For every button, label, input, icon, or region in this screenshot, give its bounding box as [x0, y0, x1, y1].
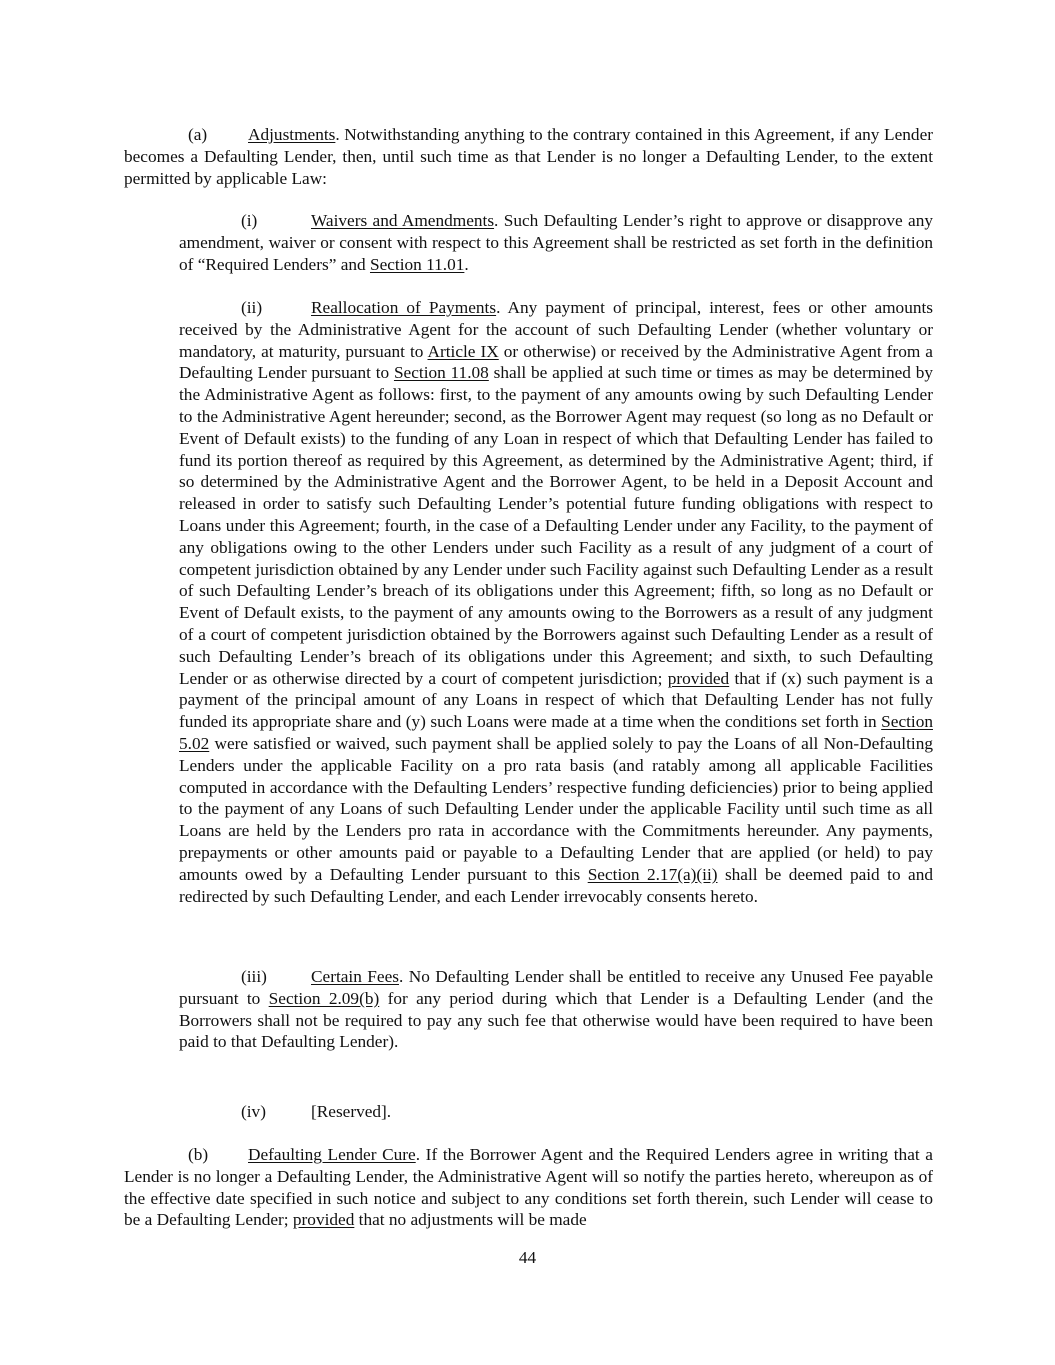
paragraph-text: or otherwise) or received by the Administrative Agent from a Defaulting Lender pursuant to: [179, 341, 933, 383]
paragraph-text: that no adjustments will be made: [354, 1210, 587, 1230]
cross-reference: Section 2.17(a)(ii): [587, 864, 718, 884]
paragraph-label: (iii): [241, 967, 267, 986]
cross-reference: Article IX: [427, 341, 499, 361]
cross-reference: Section 11.01: [369, 254, 465, 274]
paragraph-heading: Adjustments: [248, 125, 336, 144]
paragraph-heading: Certain Fees: [311, 967, 399, 986]
paragraph-label: (iv): [241, 1102, 266, 1121]
paragraph-text: for any period during which that Lender is a Defaulting Lender (and the Borrowers shall not be required to pay any such fee that otherwise would have been required to have been paid to that Defaulting Lender).: [179, 988, 933, 1052]
cross-reference: provided: [667, 668, 730, 688]
paragraph-a-iii: [179, 966, 933, 1053]
paragraph-text: .: [464, 254, 469, 274]
paragraph-label: (i): [241, 211, 258, 230]
paragraph-a-i: [179, 210, 933, 275]
paragraph-text: . If the Borrower Agent and the Required Lenders agree in writing that a Lender is no longer a Defaulting Lender, the Administrative Agent will so notify the parties hereto, whereupon as of the effective date specified in such notice and subject to any conditions set forth therein, such Lender will cease to be a Defaulting Lender;: [124, 1145, 933, 1230]
paragraph-text: were satisfied or waived, such payment shall be applied solely to pay the Loans of all Non-Defaulting Lenders under the applicable Facility on a pro rata basis (and ratably among all applicable Facilities computed in accordance with the Defaulting Lenders’ respective funding deficiencies) prior to being applied to the payment of any Loans of such Defaulting Lender under the applicable Facility until such time as all Loans are held by the Lenders pro rata in accordance with the Commitments hereunder. Any payments, prepayments or other amounts paid or payable to a Defaulting Lender that are applied (or held) to pay amounts owed by a Defaulting Lender pursuant to this: [179, 733, 933, 884]
paragraph-text: . Any payment of principal, interest, fees or other amounts received by the Administrative Agent for the account of such Defaulting Lender (whether voluntary or mandatory, at maturity, pursuant to: [179, 298, 934, 361]
cross-reference: Section 2.09(b): [268, 988, 380, 1008]
paragraph-a: [124, 124, 933, 189]
paragraph-text: . No Defaulting Lender shall be entitled to receive any Unused Fee payable pursuant to: [179, 967, 933, 1008]
paragraph-b: [124, 1144, 933, 1231]
paragraph-a-iv: [179, 1101, 933, 1123]
paragraph-text: [Reserved].: [311, 1102, 392, 1121]
paragraph-a-ii: [179, 297, 933, 907]
paragraph-text: that if (x) such payment is a payment of the principal amount of any Loans in respect of which that Defaulting Lender has not fully funded its appropriate share and (y) such Loans were made at a time when the conditions set forth in: [179, 668, 933, 732]
cross-reference: provided: [292, 1210, 355, 1230]
paragraph-heading: Waivers and Amendments: [311, 211, 495, 230]
cross-reference: Section 5.02: [179, 712, 933, 753]
paragraph-heading: Reallocation of Payments: [311, 298, 497, 317]
paragraph-text: shall be deemed paid to and redirected by such Defaulting Lender, and each Lender irrevocably consents hereto.: [179, 864, 933, 906]
cross-reference: Section 11.08: [393, 363, 489, 383]
paragraph-label: (b): [188, 1145, 209, 1164]
paragraph-text: . Such Defaulting Lender’s right to approve or disapprove any amendment, waiver or consent with respect to this Agreement shall be restricted as set forth in the definition of “Required Lenders” and: [179, 211, 933, 274]
paragraph-text: . Notwithstanding anything to the contrary contained in this Agreement, if any Lender becomes a Defaulting Lender, then, until such time as that Lender is no longer a Defaulting Lender, to the extent permitted by applicable Law:: [124, 125, 933, 188]
paragraph-heading: Defaulting Lender Cure: [248, 1145, 416, 1164]
paragraph-text: shall be applied at such time or times as may be determined by the Administrative Agent as follows: first, to the payment of any amounts owing by such Defaulting Lender to the Administrative Agent hereunder; second, as the Borrower Agent may request (so long as no Default or Event of Default exists) to the funding of any Loan in respect of which that Defaulting Lender has failed to fund its portion thereof as required by this Agreement, as determined by the Administrative Agent; third, if so determined by the Administrative Agent and the Borrower Agent, to be held in a Deposit Account and released in order to satisfy such Defaulting Lender’s potential future funding obligations with respect to Loans under this Agreement; fourth, in the case of a Defaulting Lender under any Facility, to the payment of any obligations owing to the other Lenders under such Facility as a result of any judgment of a court of competent jurisdiction obtained by any Lender under such Facility against such Defaulting Lender as a result of such Defaulting Lender’s breach of its obligations under this Agreement; fifth, so long as no Default or Event of Default exists, to the payment of any amounts owing to the Borrowers as a result of any judgment of a court of competent jurisdiction obtained by the Borrowers against such Defaulting Lender as a result of such Defaulting Lender’s breach of its obligations under this Agreement; and sixth, to such Defaulting Lender or as otherwise directed by a court of competent jurisdiction;: [179, 363, 933, 688]
page-number: 44: [518, 1248, 537, 1267]
paragraph-label: (ii): [241, 298, 263, 317]
paragraph-label: (a): [188, 125, 208, 144]
